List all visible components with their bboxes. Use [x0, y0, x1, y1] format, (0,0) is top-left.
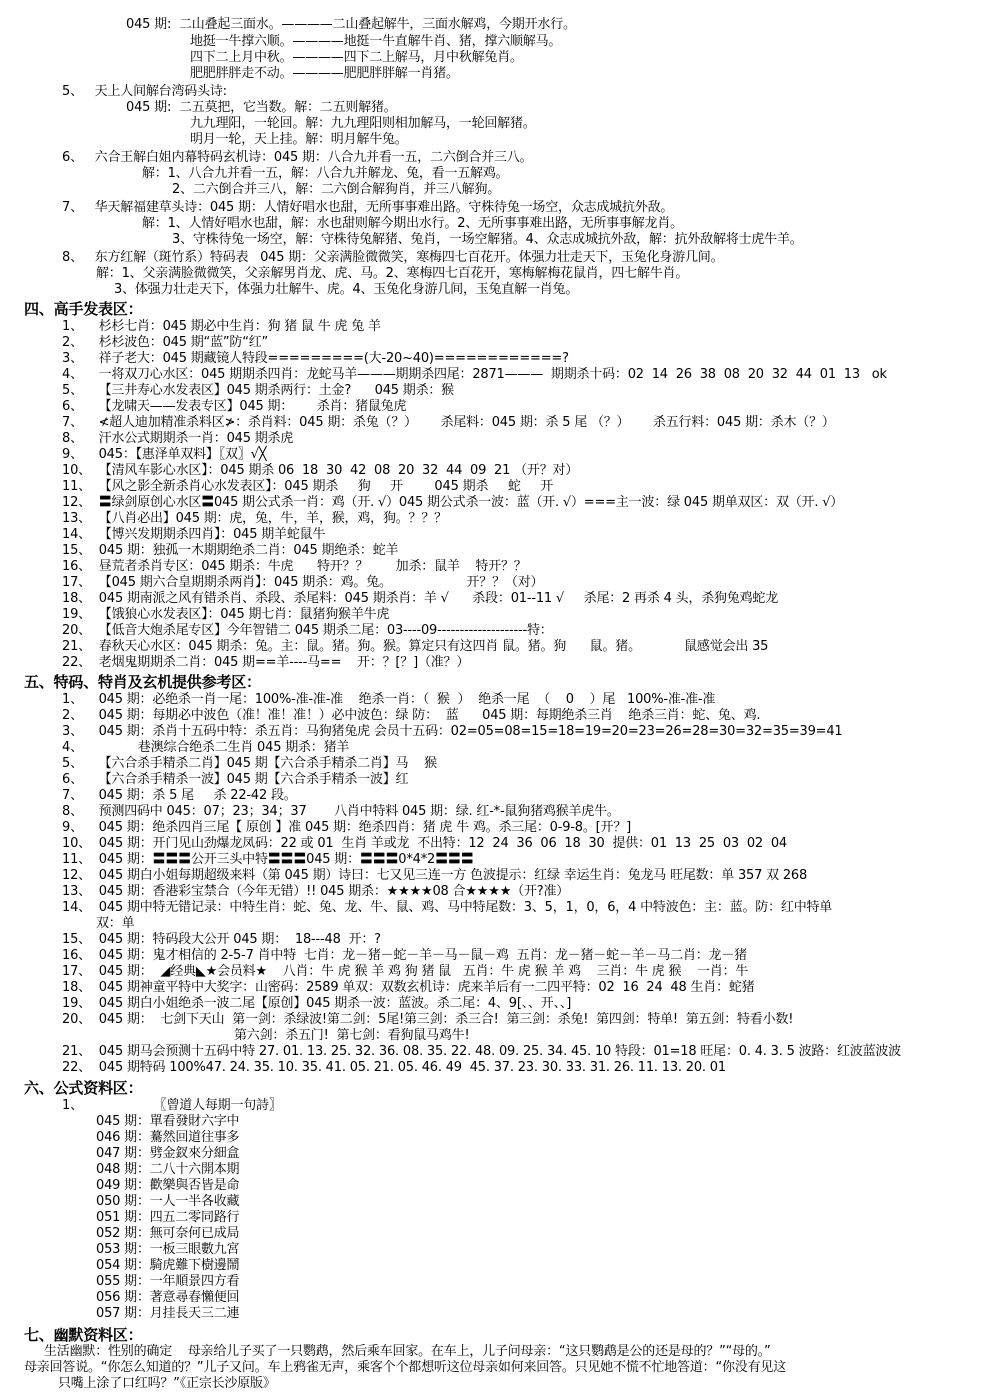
- section-heading: 五、特码、特肖及玄机提供参考区：: [24, 673, 261, 691]
- text-line: 6、 六合王解白姐内幕特码玄机诗：045 期：八合九并看一五，二六倒合并三八。: [62, 150, 533, 165]
- text-line: 6、 【六合杀手精杀一波】045 期【六合杀手精杀一波】红: [62, 772, 409, 787]
- text-line: 明月一轮，天上挂。解：明月解牛兔。: [190, 132, 408, 147]
- text-line: 1、 045 期：必绝杀一肖一尾：100%-准-准-准 绝杀一肖：（ 猴 ） 绝杀一尾 （ 0 ）尾 100%-准-准-准: [62, 692, 716, 707]
- text-line: 13、 【八肖必出】045 期：虎，兔，牛，羊，猴，鸡，狗。？？？: [62, 511, 447, 526]
- text-line: 16、 昼荒者杀肖专区：045 期杀：牛虎 特开？？ 加杀：鼠羊 特开？？: [62, 559, 527, 574]
- text-line: 15、 045 期：特码段大公开 045 期： 18---48 开：?: [62, 932, 381, 947]
- text-line: 22、 老烟鬼期期杀二肖：045 期==羊----马== 开：？[？]（准？）: [62, 655, 470, 670]
- text-line: 049 期：歡樂與否皆是命: [96, 1178, 240, 1193]
- text-line: 17、 045 期： ◢经典◣★会员料★ 八肖：牛 虎 猴 羊 鸡 狗 猪 鼠 五肖：牛 虎 猴 羊 鸡 三肖：牛 虎 猴 一肖：牛: [62, 964, 749, 979]
- text-line: 057 期：月挂長天三二連: [96, 1306, 240, 1321]
- text-line: 053 期：一板三眼數九宮: [96, 1242, 240, 1257]
- text-line: 054 期：騎虎難下樹邊鬧: [96, 1258, 240, 1273]
- text-line: 3、 045 期：杀肖十五码中特：杀五肖：马狗猪兔虎 会员十五码：02=05=08=15=18=19=20=23=26=28=30=32=35=39=41: [62, 724, 843, 739]
- text-line: 九九理阳，一轮回。解：九九理阳则相加解马，一轮回解猪。: [190, 116, 536, 131]
- text-line: 5、 天上人间解台湾码头诗:: [62, 84, 227, 99]
- text-line: 7、 ≮超人迪加精准杀料区≯：杀肖料：045 期：杀兔（？） 杀尾料：045 期：杀 5 尾 （？） 杀五行料：045 期：杀木（？）: [62, 415, 835, 430]
- text-line: 肥肥胖胖走不动。————肥肥胖胖解一肖猪。: [190, 66, 459, 81]
- text-line: 21、 045 期马会预测十五码中特 27. 01. 13. 25. 32. 36. 08. 35. 22. 48. 09. 25. 34. 45. 10 特段：01=18 旺尾：0. 4. 3. 5 波路：红波蓝波波: [62, 1044, 901, 1059]
- text-line: 21、 春秋天心水区：045 期杀：兔。主：鼠。猪。狗。猴。算定只有这四肖 鼠。猪。狗 鼠。猪。 鼠感觉会出 35: [62, 639, 769, 654]
- text-line: 20、 【低音大炮杀尾专区】今年智错二 045 期杀二尾：03----09--------------------特：: [62, 623, 553, 638]
- text-line: 4、 一将双刀心水区：045 期期杀四肖：龙蛇马羊———期期杀四尾：2871——— 期期杀十码：02 14 26 38 08 20 32 44 01 13 ok: [62, 367, 887, 382]
- text-line: 四下二上月中秋。————四下二上解马，月中秋解兔肖。: [190, 50, 523, 65]
- text-line: 11、 045 期：〓〓〓公开三头中特〓〓〓045 期：〓〓〓0*4*2〓〓〓: [62, 852, 474, 867]
- text-line: 8、 汗水公式期期杀一肖：045 期杀虎: [62, 431, 294, 446]
- text-line: 3、体强力壮走天下，体强力壮解牛、虎。4、玉兔化身游几间，玉兔直解一肖兔。: [114, 282, 579, 297]
- text-line: 8、 预测四码中 045：07；23；34；37 八肖中特料 045 期：绿. 红-*-鼠狗猪鸡猴羊虎牛。: [62, 804, 620, 819]
- text-line: 048 期：二八十六開本期: [96, 1162, 240, 1177]
- text-line: 8、 东方红解（斑竹系）特码表 045 期：父亲满脸微微笑，寒梅四七百花开。体强力壮走天下，玉兔化身游几间。: [62, 250, 724, 265]
- text-line: 14、 045 期中特无错记录：中特生肖：蛇、兔、龙、牛、鼠、鸡、马中特尾数：3、5，1，0，6，4 中特波色：主：蓝。防：红中特单: [62, 900, 833, 915]
- text-line: 1、 〖曾道人每期一句詩〗: [62, 1098, 282, 1113]
- text-line: 14、 【博兴发期期杀四肖】：045 期羊蛇鼠牛: [62, 527, 326, 542]
- text-line: 045 期: 二山叠起三面水。————二山叠起解牛，三面水解鸡，今期开水行。: [126, 17, 576, 32]
- text-line: 12、 045 期白小姐每期超级来料（第 045 期）诗曰：七又见三连一方 色波提示：红绿 幸运生肖：兔龙马 旺尾数：单 357 双 268: [62, 868, 808, 883]
- text-line: 6、 【龙啸天——发表专区】045 期： 杀肖：猪鼠兔虎: [62, 399, 407, 414]
- text-line: 4、 巷澳综合绝杀二生肖 045 期杀：猪羊: [62, 740, 350, 755]
- text-line: 12、 〓绿剑原创心水区〓045 期公式杀一肖：鸡（开. √）045 期公式杀一波：蓝（开. √）===主一波：绿 045 期单双区：双（开. √）: [62, 495, 844, 510]
- text-line: 1、 杉杉七肖：045 期必中生肖：狗 猪 鼠 牛 虎 兔 羊: [62, 319, 381, 334]
- text-line: 母亲回答说。“你怎么知道的？”儿子又问。车上鸦雀无声，乘客个个都想听这位母亲如何来回答。只见她不慌不忙地答道：“你没有见这: [24, 1360, 787, 1375]
- text-line: 18、 045 期南派之风有错杀肖、杀段、杀尾料：045 期杀肖：羊 √ 杀段：01--11 √ 杀尾：2 再杀 4 头，杀狗兔鸡蛇龙: [62, 591, 778, 606]
- text-line: 生活幽默：性别的确定 母亲给儿子买了一只鹦鹉，然后乘车回家。在车上，儿子问母亲：“这只鹦鹉是公的还是母的？”“母的。”: [44, 1344, 771, 1359]
- text-line: 19、 045 期白小姐绝杀一波二尾【原创】045 期杀一波：蓝波。杀二尾：4、9[、、开、、]: [62, 996, 572, 1011]
- text-line: 只嘴上涂了口红吗？”《正宗长沙原版》: [58, 1376, 276, 1391]
- text-line: 5、 【三井寿心水发表区】045 期杀两行：土金? 045 期杀：猴: [62, 383, 454, 398]
- text-line: 2、 045 期：每期必中波色（准！准！准！）必中波色：绿 防： 蓝 045 期：每期绝杀三肖 绝杀三肖：蛇、兔、鸡.: [62, 708, 761, 723]
- text-line: 3、守株待兔一场空，解：守株待兔解猪、兔肖，一场空解猪。4、众志成城抗外敌，解：抗外敌解将士虎牛羊。: [172, 232, 803, 247]
- text-line: 050 期：一人一半各收藏: [96, 1194, 240, 1209]
- text-line: 18、 045 期神童平特中大奖字：山密码：2589 单双：双数玄机诗：虎来羊后有一二四平特：02 16 24 48 生肖：蛇猪: [62, 980, 755, 995]
- text-line: 051 期：四五二零同路行: [96, 1210, 240, 1225]
- text-line: 052 期：無可奈何已成局: [96, 1226, 240, 1241]
- text-line: 10、 【清风车影心水区】：045 期杀 06 18 30 42 08 20 32 44 09 21 （开？对）: [62, 463, 579, 478]
- text-line: 2、二六倒合并三八，解：二六倒合解狗肖，并三八解狗。: [172, 182, 501, 197]
- text-line: 13、 045 期：香港彩宝禁合（今年无错）!! 045 期杀：★★★★08 合★★★★（开?准）: [62, 884, 570, 899]
- text-line: 5、 【六合杀手精杀二肖】045 期【六合杀手精杀二肖】马 猴: [62, 756, 437, 771]
- text-line: 047 期：劈金釵來分細盒: [96, 1146, 240, 1161]
- text-line: 17、 【045 期六合皇期期杀两肖】：045 期杀：鸡。兔。 开？？（对）: [62, 575, 544, 590]
- text-line: 解：1、父亲满脸微微笑，父亲解男肖龙、虎、马。2、寒梅四七百花开，寒梅解梅花鼠肖，四七解牛肖。: [96, 266, 689, 281]
- section-heading: 六、公式资料区：: [24, 1079, 143, 1097]
- text-line: 22、 045 期特码 100%47. 24. 35. 10. 35. 41. 05. 21. 05. 46. 49 45. 37. 23. 30. 33. 31. 26. 11. 13. 20. 01: [62, 1060, 726, 1075]
- text-line: 解：1、人情好唱水也甜，解：水也甜则解今期出水行。2、无所事事难出路，无所事事解龙肖。: [142, 216, 683, 231]
- text-line: 045 期: 二五莫把，它当数。解：二五则解猪。: [126, 100, 397, 115]
- text-line: 055 期：一年順景四方看: [96, 1274, 240, 1289]
- text-line: 2、 杉杉波色：045 期“蓝”防“红”: [62, 335, 269, 350]
- text-line: 9、 045 期：绝杀四肖三尾【 原创 】准 045 期：绝杀四肖：猪 虎 牛 鸡。杀三尾：0-9-8。[开？]: [62, 820, 632, 835]
- text-line: 15、 045 期：独孤一木期期绝杀二肖：045 期绝杀：蛇羊: [62, 543, 399, 558]
- text-line: 7、 045 期：杀 5 尾 杀 22-42 段。: [62, 788, 297, 803]
- section-heading: 七、幽默资料区：: [24, 1326, 143, 1344]
- text-line: 第六剑：杀五门! 第七剑：看狗鼠马鸡牛!: [234, 1028, 470, 1043]
- text-line: 双：单: [96, 916, 135, 931]
- text-line: 解：1、八合九并看一五，解：八合九并解龙、兔，看一五解鸡。: [142, 166, 509, 181]
- text-line: 11、 【风之影全新杀肖心水发表区】：045 期杀 狗 开 045 期杀 蛇 开: [62, 479, 554, 494]
- text-line: 045 期：單看發財六字中: [96, 1114, 240, 1129]
- text-line: 056 期：著意尋春懶便回: [96, 1290, 240, 1305]
- text-line: 9、 045：【惠泽单双料】〖双〗√╳: [62, 447, 267, 462]
- text-line: 046 期：驀然回道往事多: [96, 1130, 240, 1145]
- text-line: 19、 【饿狼心水发表区】：045 期七肖：鼠猪狗猴羊牛虎: [62, 607, 390, 622]
- text-line: 3、 祥子老大：045 期藏镜人特段=========(大-20~40)============?: [62, 351, 569, 366]
- section-heading: 四、高手发表区：: [24, 300, 143, 318]
- text-line: 地挺一牛撑六顺。————地挺一牛直解牛肖、猪，撑六顺解马。: [190, 34, 562, 49]
- text-line: 16、 045 期：鬼才相信的 2-5-7 肖中特 七肖：龙－猪－蛇－羊－马－鼠－鸡 五肖：龙－猪－蛇－羊－马二肖：龙－猪: [62, 948, 747, 963]
- text-line: 10、 045 期：开门见山劲爆龙凤码：22 或 01 生肖 羊或龙 不出特：12 24 36 06 18 30 提供：01 13 25 03 02 04: [62, 836, 787, 851]
- text-line: 20、 045 期： 七剑下天山 第一剑：杀绿波!第二剑：5尾!第三剑：杀三合! 第三剑：杀兔! 第四剑：特单! 第五剑：特看小数!: [62, 1012, 794, 1027]
- text-line: 7、 华天解福建草头诗：045 期：人情好唱水也甜，无所事事难出路。守株待兔一场空，众志成城抗外敌。: [62, 200, 674, 215]
